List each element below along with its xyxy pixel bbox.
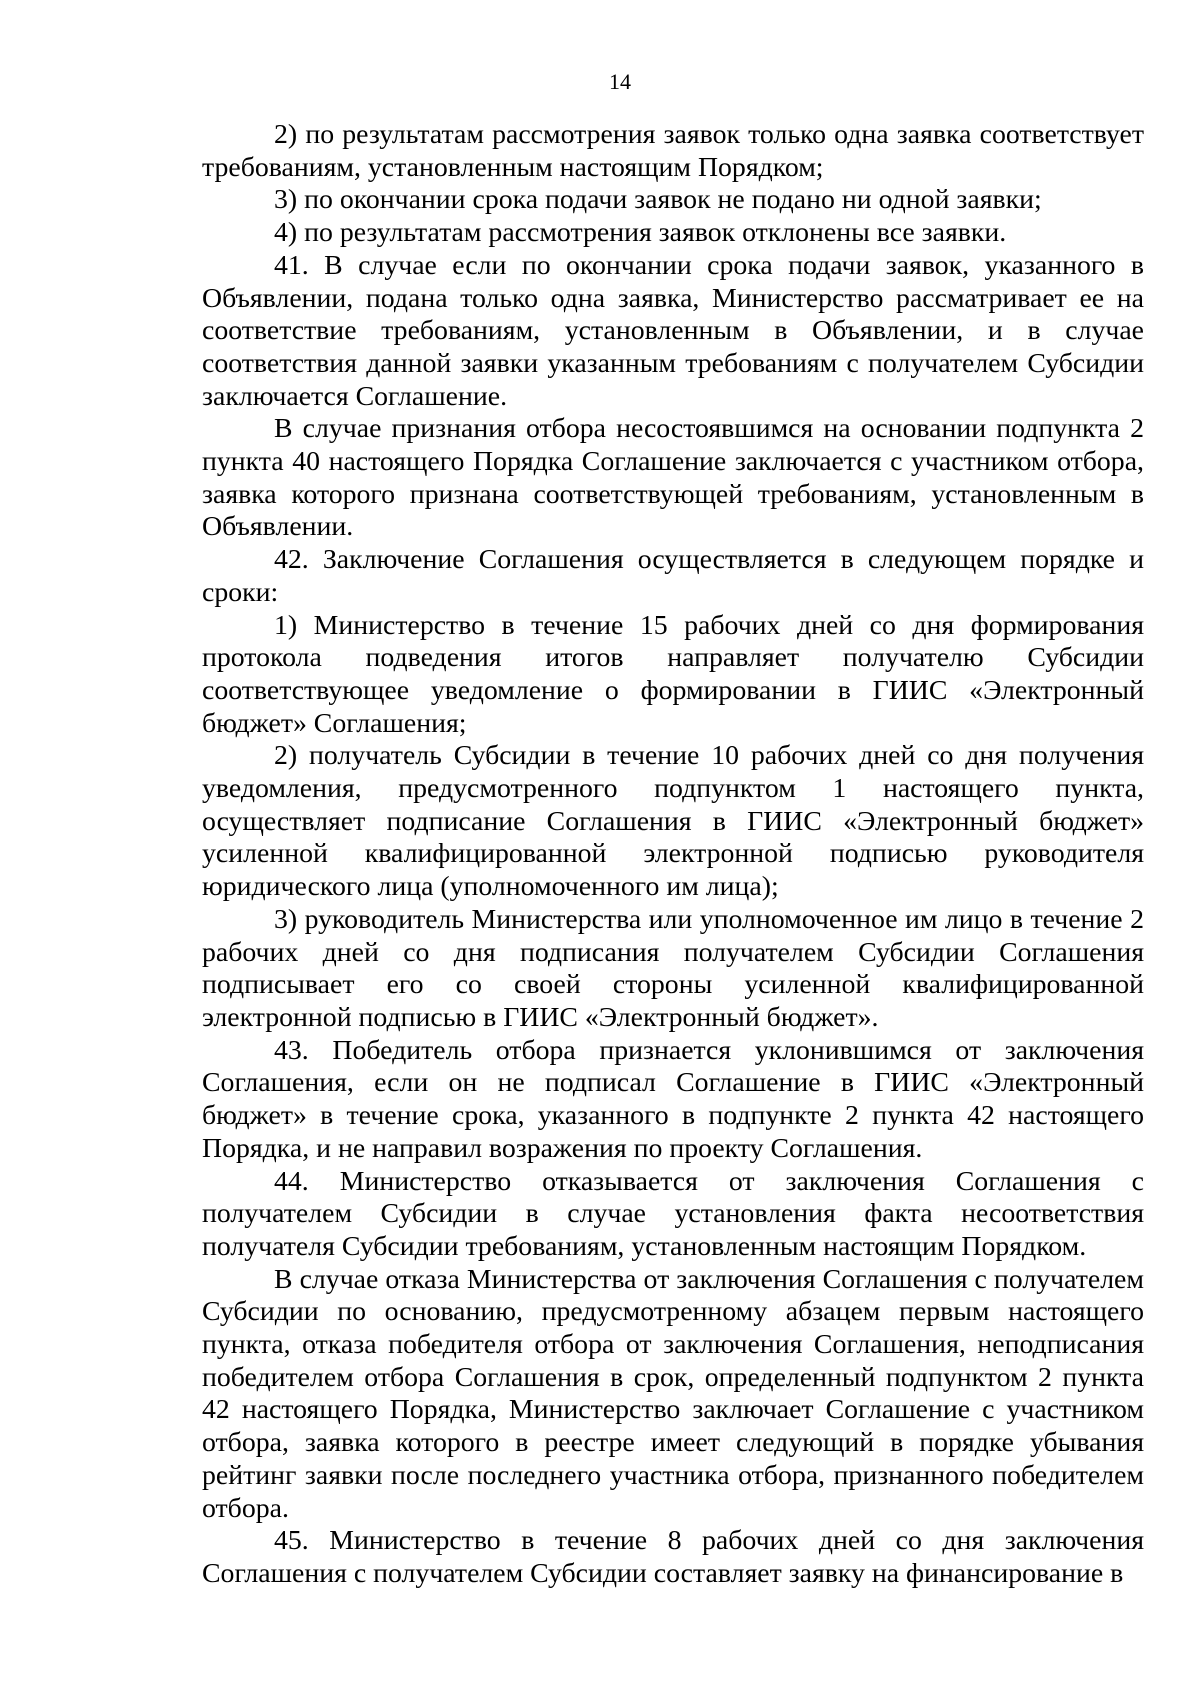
paragraph-clause-41: 41. В случае если по окончании срока подачи заявок, указанного в Объявлении, подана только одна заявка, Министерство рассматривает ее на соответствие требованиям, установленным в Объявлении, и в случае соответствия данной заявки указанным требованиям с получателем Субсидии заключается Соглашение. [202,249,1144,412]
paragraph-clause-42-item-3: 3) руководитель Министерства или уполномоченное им лицо в течение 2 рабочих дней со дня подписания получателем Субсидии Соглашения подписывает его со своей стороны усиленной квалифицированной электронной подписью в ГИИС «Электронный бюджет». [202,903,1144,1033]
paragraph-clause-42: 42. Заключение Соглашения осуществляется в следующем порядке и сроки: [202,544,1144,608]
page-number: 14 [609,69,631,94]
paragraph-clause-41-continued: В случае признания отбора несостоявшимся на основании подпункта 2 пункта 40 настоящего Порядка Соглашение заключается с участником отбора, заявка которого признана соответствующей требованиям, установленным в Объявлении. [202,413,1144,543]
paragraph-clause-42-item-1: 1) Министерство в течение 15 рабочих дней со дня формирования протокола подведения итогов направляет получателю Субсидии соответствующее уведомление о формировании в ГИИС «Электронный бюджет» Соглашения; [202,609,1144,739]
document-body [202,119,1144,1591]
paragraph-clause-42-item-2: 2) получатель Субсидии в течение 10 рабочих дней со дня получения уведомления, предусмотренного подпунктом 1 настоящего пункта, осуществляет подписание Соглашения в ГИИС «Электронный бюджет» усиленной квалифицированной электронной подписью руководителя юридического лица (уполномоченного им лица); [202,740,1144,903]
paragraph-item-2: 2) по результатам рассмотрения заявок только одна заявка соответствует требованиям, установленным настоящим Порядком; [202,119,1144,183]
paragraph-clause-44-continued: В случае отказа Министерства от заключения Соглашения с получателем Субсидии по основанию, предусмотренному абзацем первым настоящего пункта, отказа победителя отбора от заключения Соглашения, неподписания победителем отбора Соглашения в срок, определенный подпунктом 2 пункта 42 настоящего Порядка, Министерство заключает Соглашение с участником отбора, заявка которого в реестре имеет следующий в порядке убывания рейтинг заявки после последнего участника отбора, признанного победителем отбора. [202,1263,1144,1524]
paragraph-item-4: 4) по результатам рассмотрения заявок отклонены все заявки. [274,217,1007,249]
paragraph-clause-44: 44. Министерство отказывается от заключения Соглашения с получателем Субсидии в случае установления факта несоответствия получателя Субсидии требованиям, установленным настоящим Порядком. [202,1165,1144,1262]
paragraph-clause-43: 43. Победитель отбора признается уклонившимся от заключения Соглашения, если он не подписал Соглашение в ГИИС «Электронный бюджет» в течение срока, указанного в подпункте 2 пункта 42 настоящего Порядка, и не направил возражения по проекту Соглашения. [202,1034,1144,1164]
paragraph-clause-45: 45. Министерство в течение 8 рабочих дней со дня заключения Соглашения с получателем Субсидии составляет заявку на финансирование в [202,1525,1144,1589]
paragraph-item-3: 3) по окончании срока подачи заявок не подано ни одной заявки; [274,184,1042,216]
